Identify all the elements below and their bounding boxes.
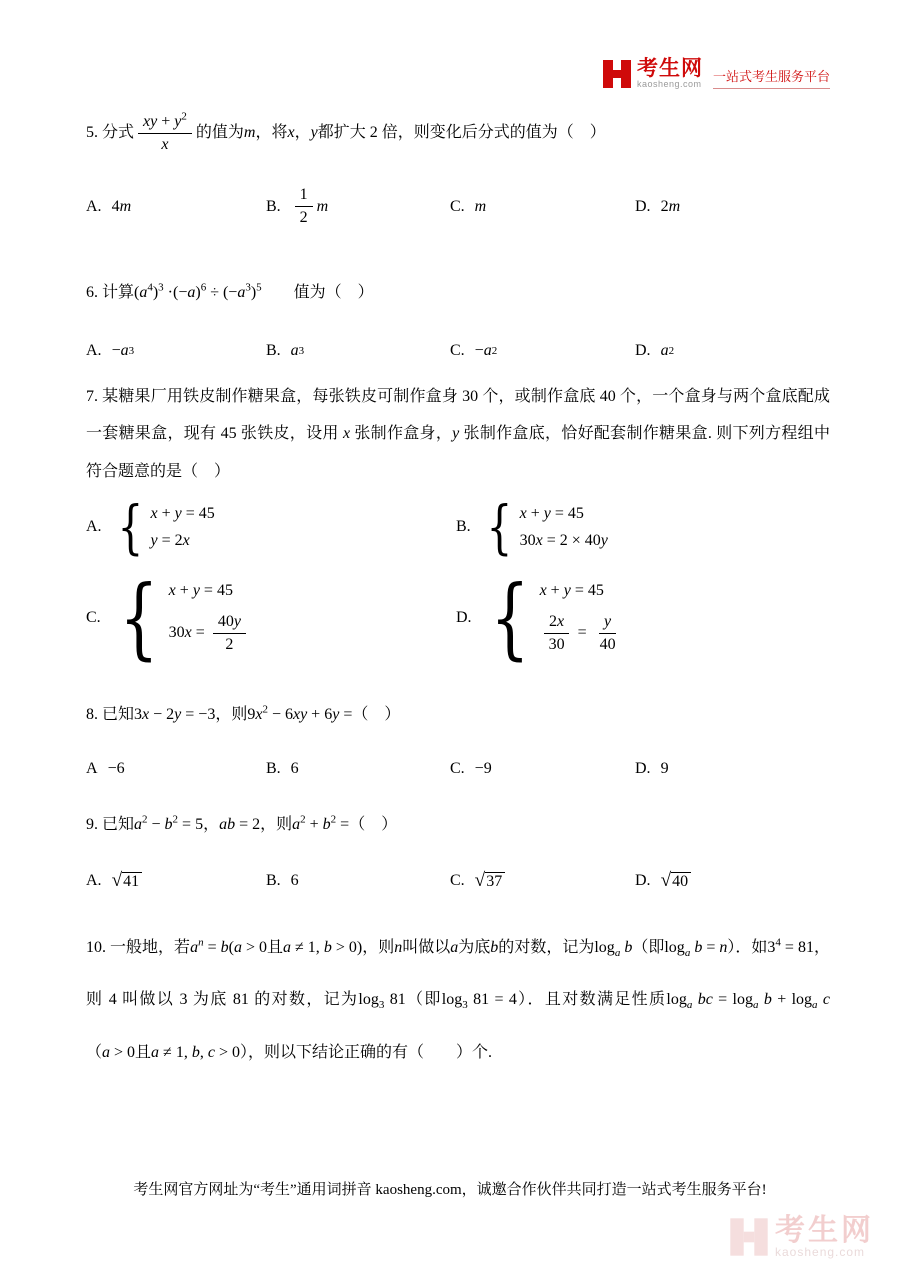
option-q7-d	[456, 566, 830, 670]
question-7	[86, 378, 830, 670]
watermark-text-block	[775, 1215, 874, 1259]
option-label: A.	[86, 518, 102, 536]
footer-text: 考生网官方网址为“考生”通用词拼音 kaosheng.com，诚邀合作伙伴共同打造一站式考生服务平台!	[133, 1182, 767, 1198]
option-value: − a 2	[474, 341, 498, 359]
option-label: A.	[86, 341, 102, 359]
kaosheng-watermark	[729, 1215, 874, 1259]
option-value: { x + y = 45 $\frac{2x}{30}$ = $\frac{y}{40}$	[489, 566, 616, 670]
option-value: √ 37	[475, 870, 506, 892]
option-q8-a	[86, 760, 266, 778]
question-5-stem: 5. 分式 $\frac{xy + y^2}{x}$ 的值为m，将x，y都扩大 2 倍，则变化后分式的值为（ ）	[86, 110, 606, 153]
logo-brand-text: 考生网	[636, 57, 703, 80]
option-value: 6	[290, 871, 299, 889]
option-q8-c	[450, 760, 635, 778]
question-7-stem: 7. 某糖果厂用铁皮制作糖果盒，每张铁皮可制作盒身 30 个，或制作盒底 40 个，一个盒身与两个盒底配成一套糖果盒，现有 45 张铁皮，设用 x 张制作盒身，y 张制作盒底，恰好配套制作糖果盒. 则下列方程组中符合题意的是（ ）	[86, 387, 830, 480]
question-6-stem: 6. 计算$(a^4)^3 \cdot(-a)^6 \div (-a^3)^5$ 值为（ ）	[86, 281, 374, 301]
option-q6-d	[635, 342, 830, 360]
option-q7-a	[86, 493, 456, 562]
option-value: $\frac{1}{2}$ m	[291, 185, 329, 228]
option-value: 4 m	[111, 197, 132, 215]
option-label: A.	[86, 197, 102, 215]
question-6	[86, 274, 830, 360]
option-label: B.	[266, 341, 281, 359]
option-value: { x + y = 45 y = 2x	[117, 493, 215, 562]
option-q5-a	[86, 198, 266, 216]
question-5-options	[86, 185, 830, 228]
option-q7-c	[86, 566, 456, 670]
watermark-brand: 考生网	[775, 1213, 874, 1247]
option-q5-c	[450, 198, 635, 216]
question-8-options	[86, 760, 830, 778]
option-label: C.	[450, 341, 465, 359]
question-9	[86, 806, 830, 892]
question-8-stem: 8. 已知3x − 2y = −3，则$9x^2 - 6xy + 6y$ =（ ）	[86, 704, 401, 724]
option-q5-b	[266, 185, 450, 228]
option-q6-a	[86, 342, 266, 360]
question-9-stem: 9. 已知$a^2 - b^2 = 5$，ab = 2，则$a^2 + b^2$ =（ ）	[86, 813, 398, 833]
option-q8-b	[266, 760, 450, 778]
option-label: C.	[450, 197, 465, 215]
option-label: D.	[635, 759, 651, 777]
option-value: 6	[290, 759, 299, 777]
option-q9-b	[266, 872, 450, 890]
option-label: C.	[450, 871, 465, 889]
question-7-options-ab	[86, 493, 830, 562]
question-9-options	[86, 870, 830, 892]
option-label: A.	[86, 871, 102, 889]
option-q9-d	[635, 870, 830, 892]
option-value: m	[474, 197, 487, 215]
option-value: − a 3	[111, 341, 135, 359]
option-label: D.	[635, 871, 651, 889]
option-value: { x + y = 45 30x = 2 × 40y	[486, 493, 608, 562]
option-value: a 3	[290, 341, 305, 359]
option-label: B.	[266, 197, 281, 215]
option-value: −6	[107, 759, 125, 777]
question-8	[86, 696, 830, 778]
kaosheng-watermark-icon	[729, 1217, 769, 1257]
question-7-options-cd	[86, 566, 830, 670]
question-5	[86, 112, 830, 228]
option-label: D.	[635, 341, 651, 359]
option-label: D.	[635, 197, 651, 215]
option-q8-d	[635, 760, 830, 778]
option-value: 2 m	[660, 197, 681, 215]
option-q7-b	[456, 493, 830, 562]
question-6-options	[86, 342, 830, 360]
option-value: { x + y = 45 30x = $\frac{40y}{2}$	[111, 574, 250, 662]
option-label: C.	[450, 759, 465, 777]
option-q9-c	[450, 870, 635, 892]
logo-text-block	[637, 58, 703, 89]
option-label: B.	[456, 518, 471, 536]
option-value: 9	[660, 759, 669, 777]
option-label: D.	[456, 609, 472, 627]
watermark-domain: kaosheng.com	[775, 1245, 866, 1260]
option-label: C.	[86, 609, 101, 627]
question-10	[86, 922, 830, 1080]
option-label: B.	[266, 871, 281, 889]
kaosheng-logo-icon	[602, 59, 632, 89]
option-q5-d	[635, 198, 830, 216]
option-q9-a	[86, 870, 266, 892]
option-value: √ 40	[661, 870, 692, 892]
option-label: A	[86, 759, 98, 777]
logo-tagline: 一站式考生服务平台	[713, 66, 830, 89]
kaosheng-logo	[602, 58, 830, 89]
footer-note	[0, 1178, 900, 1199]
option-label: B.	[266, 759, 281, 777]
question-10-stem: 10. 一般地，若$a^n = b(a > 0$且a ≠ 1, b > 0)，则n叫做以a为底b的对数，记为$\log_a b$（即$\log_a b = n$）．如$3^4 = 81$，则 4 叫做以 3 为底 81 的对数，记为$\log_3 81$（即$\log_3 81 = 4$）．且对数满足性质$\log_a$ bc = $\log_a b + \log_a c(a > 0$且a ≠ 1, b, c > 0），则以下结论正确的有（ ）个.	[86, 936, 831, 1062]
logo-domain-text: kaosheng.com	[636, 79, 702, 90]
option-value: −9	[474, 759, 492, 777]
option-value: a 2	[660, 341, 675, 359]
option-q6-b	[266, 342, 450, 360]
option-value: √ 41	[112, 870, 143, 892]
option-q6-c	[450, 342, 635, 360]
